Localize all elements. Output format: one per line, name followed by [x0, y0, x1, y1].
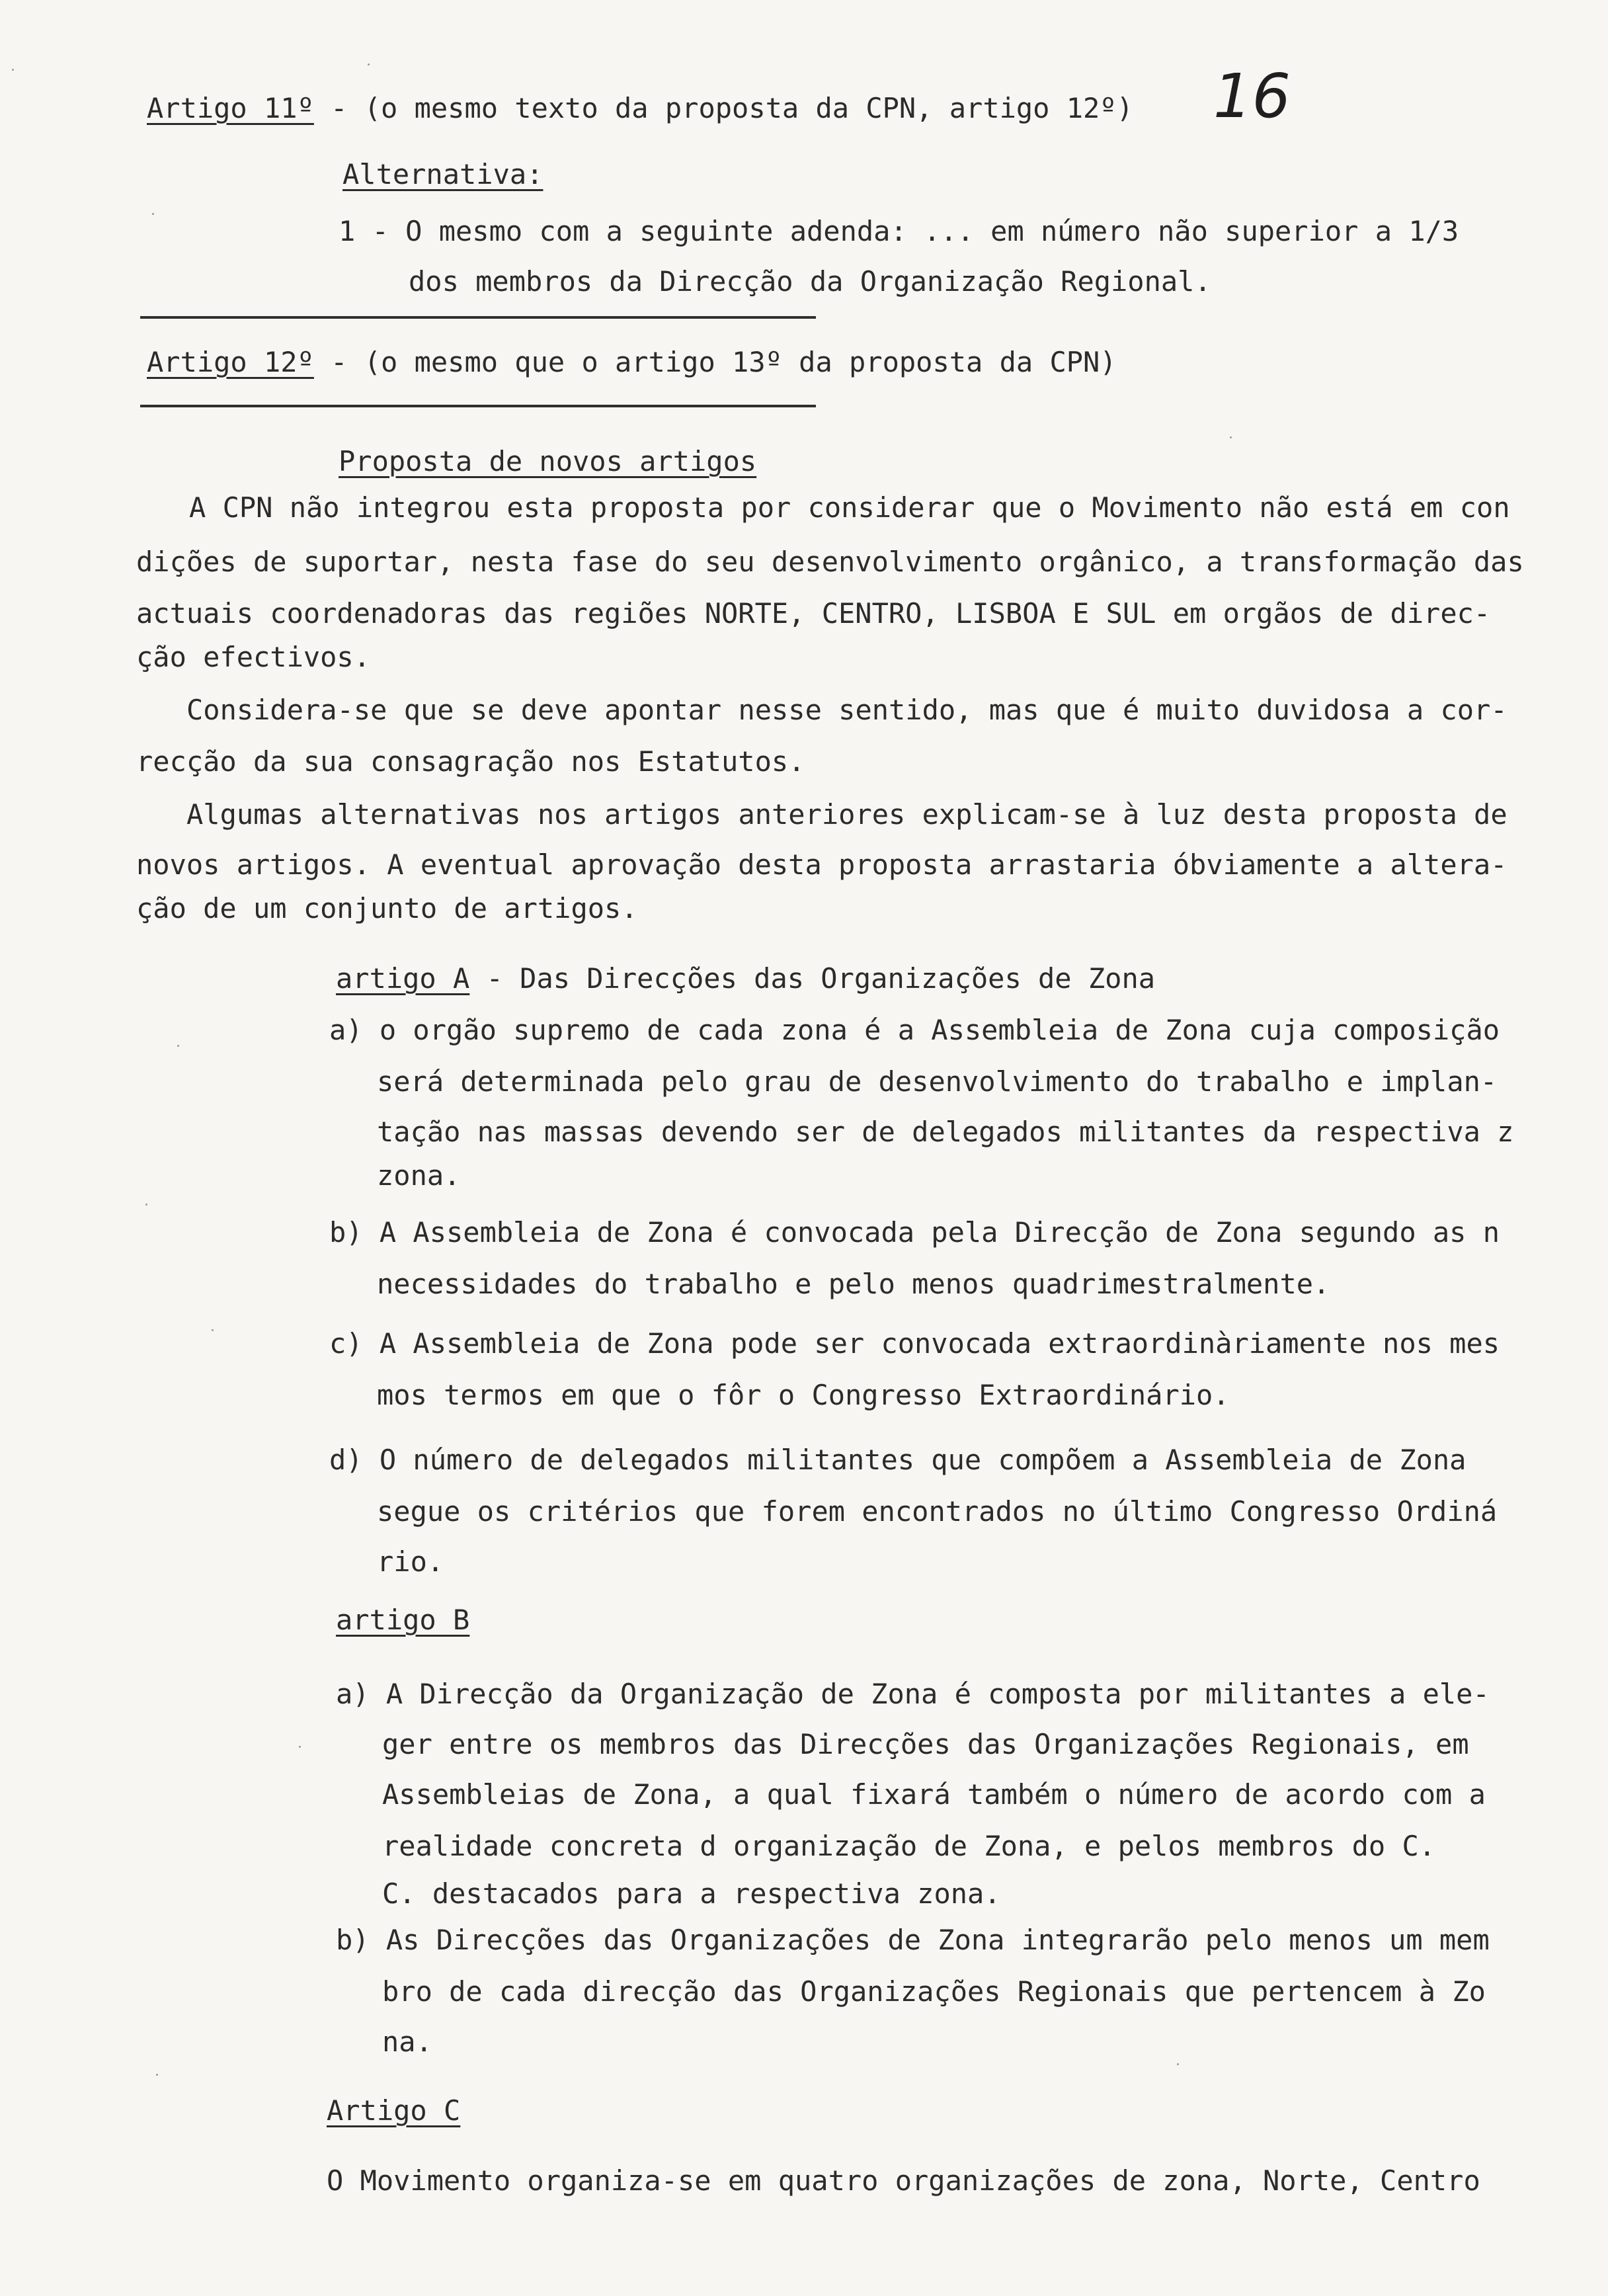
artigo-b-item-b-line-2: bro de cada direcção das Organizações Regionais que pertencem à Zo — [382, 1975, 1486, 2008]
artigo-b-item-a-line-3: Assembleias de Zona, a qual fixará também o número de acordo com a — [382, 1778, 1486, 1811]
scan-speck — [152, 213, 154, 215]
artigo-b-item-b-line-1: b) As Direcções das Organizações de Zona integrarão pelo menos um mem — [336, 1924, 1490, 1956]
artigo-a-item-c-line-1: c) A Assembleia de Zona pode ser convocada extraordinàriamente nos mes — [329, 1327, 1500, 1360]
artigo-a-item-d-line-3: rio. — [377, 1545, 444, 1578]
artigo-a-line — [336, 960, 1155, 997]
artigo-11-heading: Artigo 11º — [147, 92, 314, 124]
artigo-a-item-c-line-2: mos termos em que o fôr o Congresso Extraordinário. — [377, 1379, 1230, 1411]
alternativa-heading: Alternativa: — [342, 158, 543, 190]
artigo-a-text: - Das Direcções das Organizações de Zona — [469, 962, 1156, 995]
artigo-a-item-a-line-2: será determinada pelo grau de desenvolvimento do trabalho e implan- — [377, 1065, 1498, 1098]
scan-speck — [12, 69, 14, 71]
scan-speck — [156, 2074, 158, 2076]
artigo-b-item-a-line-5: C. destacados para a respectiva zona. — [382, 1877, 1001, 1910]
alternativa-item-1-line-1: 1 - O mesmo com a seguinte adenda: ... em número não superior a 1/3 — [339, 215, 1459, 247]
paragraph-1-line-2: dições de suportar, nesta fase do seu desenvolvimento orgânico, a transformação das — [136, 546, 1524, 578]
artigo-c-line-1: O Movimento organiza-se em quatro organizações de zona, Norte, Centro — [327, 2164, 1480, 2197]
scan-speck — [368, 63, 370, 65]
paragraph-1-line-1: A CPN não integrou esta proposta por considerar que o Movimento não está em con — [189, 491, 1510, 524]
artigo-b-item-a-line-2: ger entre os membros das Direcções das Organizações Regionais, em — [382, 1728, 1469, 1760]
scan-speck — [1230, 436, 1232, 438]
scan-speck — [145, 1204, 147, 1206]
paragraph-2-line-1: Considera-se que se deve apontar nesse sentido, mas que é muito duvidosa a cor- — [186, 694, 1508, 726]
paragraph-3-line-1: Algumas alternativas nos artigos anteriores explicam-se à luz desta proposta de — [186, 798, 1508, 831]
artigo-b-item-a-line-4: realidade concreta d organização de Zona, e pelos membros do C. — [382, 1830, 1436, 1862]
scan-speck — [212, 1329, 214, 1331]
artigo-12-heading: Artigo 12º — [147, 346, 314, 378]
artigo-a-item-a-line-1: a) o orgão supremo de cada zona é a Assembleia de Zona cuja composição — [329, 1014, 1500, 1046]
paragraph-3-line-2: novos artigos. A eventual aprovação desta proposta arrastaria óbviamente a altera- — [136, 848, 1508, 881]
artigo-a-item-b-line-2: necessidades do trabalho e pelo menos quadrimestralmente. — [377, 1268, 1330, 1300]
scan-speck — [177, 1045, 179, 1047]
artigo-a-heading: artigo A — [336, 962, 470, 995]
proposta-title: Proposta de novos artigos — [339, 445, 757, 477]
artigo-b-item-a-line-1: a) A Direcção da Organização de Zona é composta por militantes a ele- — [336, 1678, 1490, 1710]
artigo-12-line — [147, 344, 1117, 381]
divider — [140, 316, 816, 319]
paragraph-1-line-3: actuais coordenadoras das regiões NORTE, CENTRO, LISBOA E SUL em orgãos de direc- — [136, 597, 1491, 630]
divider — [140, 405, 816, 407]
page-number: 16 — [1213, 61, 1291, 132]
paragraph-1-line-4: ção efectivos. — [136, 641, 371, 673]
artigo-a-item-a-line-4: zona. — [377, 1159, 461, 1192]
artigo-11-line — [147, 90, 1133, 127]
scan-speck — [1177, 2063, 1179, 2065]
artigo-12-text: - (o mesmo que o artigo 13º da proposta da CPN) — [313, 346, 1117, 378]
artigo-a-item-d-line-2: segue os critérios que forem encontrados no último Congresso Ordiná — [377, 1495, 1498, 1528]
paragraph-3-line-3: ção de um conjunto de artigos. — [136, 892, 638, 924]
artigo-b-item-b-line-3: na. — [382, 2026, 432, 2058]
artigo-a-item-b-line-1: b) A Assembleia de Zona é convocada pela Direcção de Zona segundo as n — [329, 1216, 1500, 1249]
artigo-a-item-d-line-1: d) O número de delegados militantes que compõem a Assembleia de Zona — [329, 1444, 1467, 1476]
alternativa-item-1-line-2: dos membros da Direcção da Organização Regional. — [409, 265, 1211, 298]
artigo-c-heading: Artigo C — [327, 2094, 461, 2127]
paragraph-2-line-2: recção da sua consagração nos Estatutos. — [136, 745, 805, 778]
artigo-11-text: - (o mesmo texto da proposta da CPN, artigo 12º) — [313, 92, 1133, 124]
artigo-b-heading: artigo B — [336, 1604, 470, 1636]
scan-speck — [299, 1746, 301, 1748]
artigo-a-item-a-line-3: tação nas massas devendo ser de delegados militantes da respectiva z — [377, 1116, 1514, 1148]
